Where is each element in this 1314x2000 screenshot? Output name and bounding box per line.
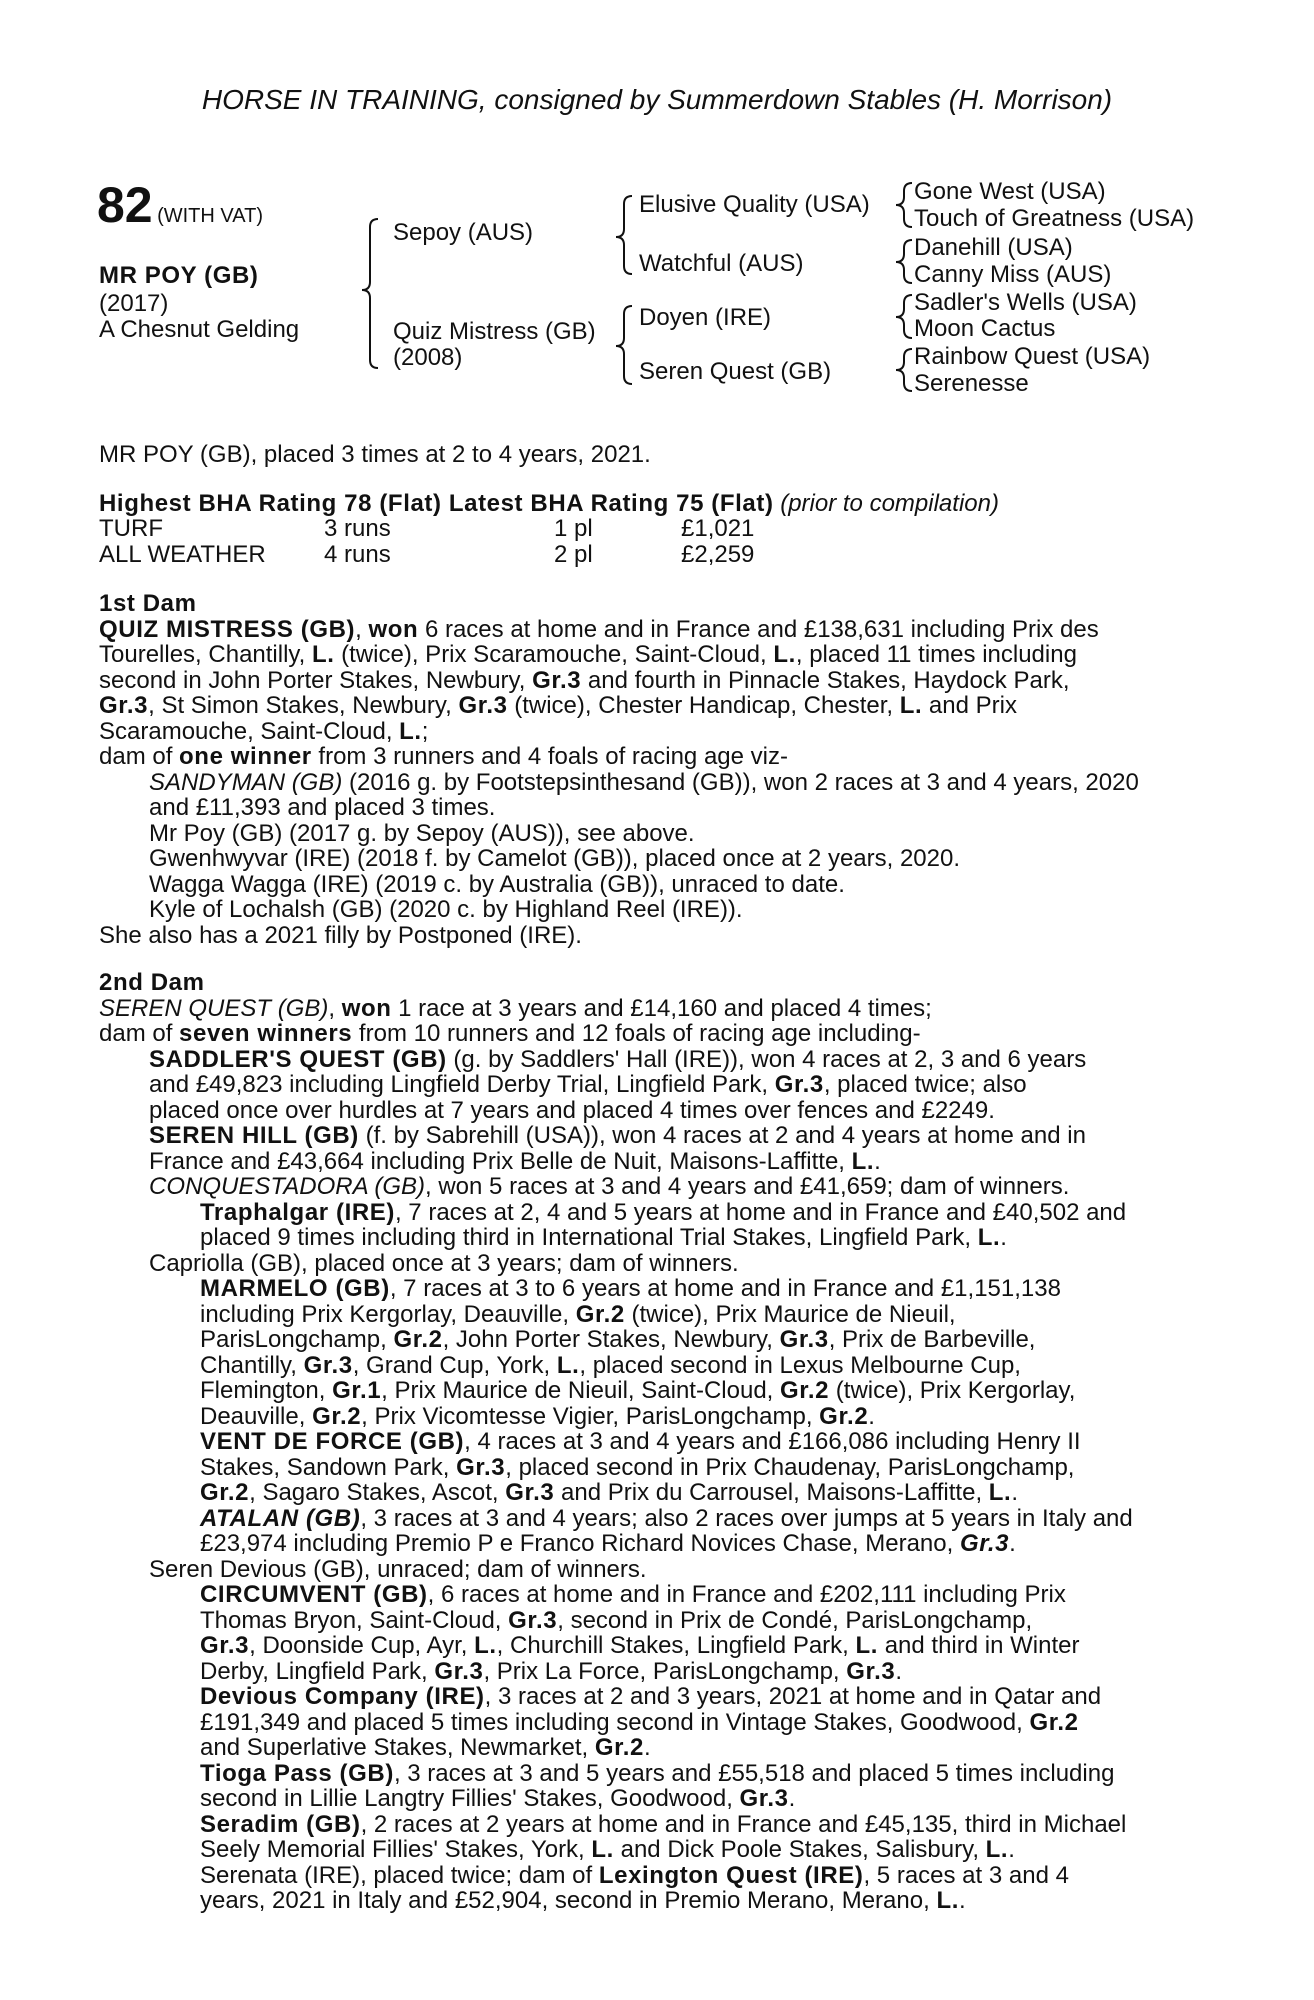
pedigree-dam-year: (2008): [393, 344, 463, 371]
group-mark: Gr.3: [532, 666, 582, 694]
first-dam-produce-intro: [99, 744, 1203, 770]
text: , Churchill Stakes, Lingfield Park,: [496, 1632, 856, 1659]
text: , 3 races at 3 and 4 years; also 2 races over jumps at 5 years in Italy and: [360, 1504, 1133, 1532]
group-mark: Gr.3: [200, 1632, 250, 1659]
produce-atalan: [99, 1506, 1203, 1557]
text: , Sagaro Stakes, Ascot,: [249, 1479, 506, 1506]
produce-serenata: [99, 1863, 1203, 1914]
group-mark: Gr.3: [508, 1606, 558, 1634]
text: .: [1009, 1530, 1016, 1557]
text: from 3 runners and 4 foals of racing age viz-: [311, 743, 788, 770]
text: (g. by Saddlers' Hall (IRE)), won 4 races at 2, 3 and 6 years: [446, 1045, 1087, 1073]
text: ;: [421, 717, 429, 745]
form-surface: TURF: [99, 515, 163, 542]
produce-sandyman: [99, 770, 1203, 821]
listed-mark: L.: [936, 1887, 959, 1914]
group-mark: Gr.3: [458, 692, 508, 719]
form-earned: £2,259: [681, 541, 755, 568]
second-dam-record: SEREN QUEST (GB), won 1 race at 3 years and £14,160 and placed 4 times;: [99, 994, 932, 1022]
group-mark: Gr.3: [774, 1071, 824, 1098]
produce-name: CONQUESTADORA (GB): [149, 1173, 426, 1200]
g-bracket-3: [896, 295, 912, 338]
text: , 3 races at 2 and 3 years, 2021 at home and in Qatar and: [484, 1683, 1102, 1710]
produce-seren-hill: [99, 1123, 1203, 1174]
group-mark: Gr.3: [846, 1657, 896, 1685]
text: (twice), Prix Scaramouche, Saint-Cloud,: [334, 641, 774, 668]
form-runs: 4 runs: [324, 541, 391, 568]
text: second in John Porter Stakes, Newbury,: [99, 666, 533, 694]
text: 1 race at 3 years and £14,160 and placed 4 times;: [391, 994, 932, 1022]
bha-rating: [99, 490, 999, 518]
text: , 2 races at 2 years at home and in France and £45,135, third in Michael: [360, 1810, 1127, 1838]
text: dam of: [99, 743, 180, 770]
first-dam-record: QUIZ MISTRESS (GB), won 6 races at home and in France and £138,631 including Prix des Tourelles, Chantilly, L. (twice), Prix Scaramouche, Saint-Cloud, L., placed 11 times including second in John Porter Stakes, Newbury, Gr.3 and fourth in Pinnacle Stakes, Haydock Park, Gr.3, St Simon Stakes, Newbury, Gr.3 (twice), Chester Handicap, Chester, L. and Prix Scaramouche, Saint-Cloud, L.;: [99, 615, 1099, 745]
text: including Prix Kergorlay, Deauville,: [200, 1300, 576, 1328]
pedigree-g8: Serenesse: [914, 370, 1029, 397]
horse-description: A Chesnut Gelding: [99, 316, 300, 343]
pedigree-sire-dam: Watchful (AUS): [639, 250, 804, 277]
text: second in Lillie Langtry Fillies' Stakes, Goodwood,: [200, 1785, 740, 1812]
text: placed once over hurdles at 7 years and placed 4 times over fences and £2249.: [149, 1096, 995, 1124]
winners-count: one winner: [179, 743, 312, 770]
text: , 6 races at home and in France and £202,111 including Prix: [427, 1581, 1066, 1608]
text: ParisLongchamp,: [200, 1326, 394, 1353]
form-row-all-weather: [99, 541, 799, 567]
text: years, 2021 in Italy and £52,904, second in Premio Merano, Merano,: [200, 1887, 937, 1914]
form-placed: 2 pl: [554, 541, 593, 568]
produce-name: Tioga Pass (GB): [200, 1759, 394, 1787]
text: , John Porter Stakes, Newbury,: [442, 1326, 780, 1353]
text: , second in Prix de Condé, ParisLongchamp,: [557, 1606, 1033, 1634]
group-mark: Gr.3: [739, 1785, 789, 1812]
second-dam-heading: 2nd Dam: [99, 969, 205, 996]
form-earned: £1,021: [681, 515, 755, 542]
pedigree-dam: Quiz Mistress (GB): [393, 318, 596, 345]
text: (twice), Prix Maurice de Nieuil,: [624, 1300, 956, 1328]
form-row-turf: [99, 515, 799, 541]
produce-capriolla: Capriolla (GB), placed once at 3 years; dam of winners.: [149, 1249, 739, 1277]
sire-dam-bracket: [362, 219, 378, 368]
second-dam-produce-intro: [99, 1021, 1203, 1047]
text: , Prix Vicomtesse Vigier, ParisLongchamp,: [361, 1402, 820, 1430]
text: , 5 races at 3 and 4: [863, 1861, 1069, 1889]
text: .: [868, 1402, 875, 1430]
group-mark: Gr.3: [303, 1351, 353, 1379]
rating-text: Highest BHA Rating 78 (Flat) Latest BHA Rating 75 (Flat): [99, 490, 774, 517]
text: , Prix La Force, ParisLongchamp,: [483, 1657, 847, 1685]
listed-mark: L.: [556, 1351, 580, 1379]
text: (twice), Prix Kergorlay,: [829, 1377, 1076, 1404]
text: 6 races at home and in France and £138,631 including Prix des: [418, 615, 1099, 643]
g-bracket-2: [896, 240, 912, 283]
text: Thomas Bryon, Saint-Cloud,: [200, 1606, 509, 1634]
pedigree-g5: Sadler's Wells (USA): [914, 289, 1137, 316]
produce-marmelo: [99, 1276, 1203, 1429]
pedigree-dam-dam: Seren Quest (GB): [639, 358, 832, 385]
text: , placed twice; also: [823, 1071, 1027, 1098]
text: and fourth in Pinnacle Stakes, Haydock Park,: [581, 666, 1070, 694]
listed-mark: L.: [773, 641, 796, 668]
text: and Prix: [922, 692, 1017, 719]
produce-name: Traphalgar (IRE): [200, 1198, 395, 1226]
pedigree-g6: Moon Cactus: [914, 315, 1056, 342]
pedigree-g4: Canny Miss (AUS): [914, 261, 1112, 288]
produce-tioga-pass: [99, 1761, 1203, 1812]
text: and Superlative Stakes, Newmarket,: [200, 1734, 595, 1761]
text: , 4 races at 3 and 4 years and £166,086 including Henry II: [464, 1428, 1081, 1455]
group-mark: Gr.2: [393, 1326, 443, 1353]
listed-mark: L.: [311, 641, 335, 668]
text: .: [895, 1657, 903, 1685]
text: and £49,823 including Lingfield Derby Trial, Lingfield Park,: [149, 1071, 775, 1098]
text: .: [1008, 1836, 1015, 1863]
text: and £11,393 and placed 3 times.: [149, 794, 496, 821]
text: and Prix du Carrousel, Maisons-Laffitte,: [554, 1479, 989, 1506]
group-mark: Gr.2: [312, 1402, 362, 1430]
text: , St Simon Stakes, Newbury,: [148, 692, 459, 719]
pedigree-g3: Danehill (USA): [914, 234, 1073, 261]
pedigree-g1: Gone West (USA): [914, 178, 1106, 205]
vat-label: (WITH VAT): [157, 205, 263, 227]
text: .: [788, 1785, 796, 1812]
listed-mark: L.: [399, 717, 422, 745]
group-mark: Gr.2: [819, 1402, 869, 1430]
produce-2021-filly: She also has a 2021 filly by Postponed (IRE).: [99, 921, 582, 949]
listed-mark: L.: [988, 1479, 1012, 1506]
produce-seren-devious: Seren Devious (GB), unraced; dam of winners.: [149, 1555, 647, 1583]
group-mark: Gr.3: [99, 692, 149, 719]
produce-conquestadora: [99, 1174, 1203, 1200]
listed-mark: L.: [591, 1836, 614, 1863]
group-mark: Gr.2: [594, 1734, 644, 1761]
second-dam-section: [99, 970, 1203, 1914]
produce-name: SADDLER'S QUEST (GB): [149, 1045, 447, 1073]
text: (2016 g. by Footstepsinthesand (GB)), won 2 races at 3 and 4 years, 2020: [342, 768, 1139, 796]
text: Serenata (IRE), placed twice; dam of: [200, 1861, 599, 1889]
group-mark: Gr.3: [505, 1479, 555, 1506]
first-dam-heading: 1st Dam: [99, 590, 197, 617]
produce-saddlers-quest: [99, 1047, 1203, 1124]
text: .: [874, 1147, 881, 1175]
horse-year: (2017): [99, 290, 169, 317]
text: , Doonside Cup, Ayr,: [249, 1632, 475, 1659]
text: , placed second in Prix Chaudenay, ParisLongchamp,: [505, 1453, 1075, 1481]
text: (twice), Chester Handicap, Chester,: [507, 692, 900, 719]
listed-mark: L.: [474, 1632, 497, 1659]
listed-mark: L.: [851, 1147, 875, 1175]
produce-name: CIRCUMVENT (GB): [200, 1581, 428, 1608]
pedigree-sire-sire: Elusive Quality (USA): [639, 191, 870, 218]
text: .: [1000, 1224, 1007, 1251]
produce-name: SEREN HILL (GB): [149, 1122, 359, 1149]
race-summary: MR POY (GB), placed 3 times at 2 to 4 years, 2021.: [99, 441, 651, 468]
produce-mr-poy: Mr Poy (GB) (2017 g. by Sepoy (AUS)), see above.: [149, 819, 695, 847]
text: Derby, Lingfield Park,: [200, 1657, 435, 1685]
produce-wagga-wagga: Wagga Wagga (IRE) (2019 c. by Australia (GB)), unraced to date.: [149, 870, 845, 898]
text: , 7 races at 2, 4 and 5 years at home and in France and £40,502 and: [394, 1198, 1127, 1226]
sire-bracket: [616, 196, 632, 274]
produce-name: ATALAN (GB): [200, 1504, 361, 1532]
text: Seely Memorial Fillies' Stakes, York,: [200, 1836, 592, 1863]
lot-number: 82: [97, 177, 153, 233]
produce-traphalgar: [99, 1200, 1203, 1251]
pedigree-sire: Sepoy (AUS): [393, 219, 534, 246]
group-mark: Gr.2: [200, 1479, 250, 1506]
group-mark: Gr.3: [434, 1657, 484, 1685]
group-mark: Gr.3: [779, 1326, 829, 1353]
page-header: HORSE IN TRAINING, consigned by Summerdown Stables (H. Morrison): [201, 84, 1113, 115]
text: .: [643, 1734, 651, 1761]
won-label: won: [368, 615, 419, 643]
won-label: won: [341, 994, 392, 1022]
listed-mark: L.: [899, 692, 923, 719]
dam-name: QUIZ MISTRESS (GB): [99, 615, 356, 643]
group-mark: Gr.2: [1029, 1708, 1079, 1736]
pedigree-g7: Rainbow Quest (USA): [914, 343, 1151, 370]
listed-mark: L.: [855, 1632, 879, 1659]
text: Stakes, Sandown Park,: [200, 1453, 457, 1481]
text: , 3 races at 3 and 5 years and £55,518 and placed 5 times including: [393, 1759, 1115, 1787]
text: Chantilly,: [200, 1351, 304, 1379]
group-mark: Gr.1: [332, 1377, 382, 1404]
text: , Grand Cup, York,: [352, 1351, 557, 1379]
g-bracket-4: [896, 349, 912, 391]
g-bracket-1: [896, 183, 912, 227]
text: placed 9 times including third in International Trial Stakes, Lingfield Park,: [200, 1224, 978, 1251]
first-dam-section: [99, 591, 1203, 948]
text: , Prix Maurice de Nieuil, Saint-Cloud,: [381, 1377, 780, 1404]
text: (f. by Sabrehill (USA)), won 4 races at 2 and 4 years at home and in: [358, 1122, 1086, 1149]
produce-gwenhwyvar: Gwenhwyvar (IRE) (2018 f. by Camelot (GB)), placed once at 2 years, 2020.: [149, 845, 961, 872]
group-mark: Gr.2: [575, 1300, 625, 1328]
listed-mark: L.: [977, 1224, 1001, 1251]
rating-note: (prior to compilation): [780, 490, 999, 517]
group-mark: Gr.2: [780, 1377, 830, 1404]
form-surface: ALL WEATHER: [99, 541, 266, 568]
text: Flemington,: [200, 1377, 333, 1404]
winners-count: seven winners: [179, 1020, 353, 1047]
listed-mark: L.: [985, 1836, 1009, 1863]
produce-name: MARMELO (GB): [200, 1275, 390, 1302]
produce-name: Seradim (GB): [200, 1810, 361, 1838]
text: , 7 races at 3 to 6 years at home and in France and £1,151,138: [389, 1275, 1061, 1302]
produce-devious-company: [99, 1684, 1203, 1761]
text: .: [1011, 1479, 1018, 1506]
produce-circumvent: [99, 1582, 1203, 1684]
produce-kyle-of-lochalsh: Kyle of Lochalsh (GB) (2020 c. by Highland Reel (IRE)).: [149, 896, 743, 923]
dam-name: SEREN QUEST (GB): [99, 994, 329, 1022]
text: £191,349 and placed 5 times including second in Vintage Stakes, Goodwood,: [200, 1708, 1030, 1736]
text: , placed 11 times including: [795, 641, 1077, 668]
produce-name: SANDYMAN (GB): [149, 768, 343, 796]
text: and Dick Poole Stakes, Salisbury,: [613, 1836, 986, 1863]
text: , won 5 races at 3 and 4 years and £41,659; dam of winners.: [425, 1173, 1070, 1200]
horse-name: MR POY (GB): [99, 262, 259, 289]
text: .: [958, 1887, 966, 1914]
text: Deauville,: [200, 1402, 313, 1430]
text: from 10 runners and 12 foals of racing age including-: [352, 1020, 921, 1047]
text: £23,974 including Premio P e Franco Richard Novices Chase, Merano,: [200, 1530, 960, 1557]
produce-name: Devious Company (IRE): [200, 1683, 485, 1710]
text: France and £43,664 including Prix Belle de Nuit, Maisons-Laffitte,: [149, 1147, 852, 1175]
pedigree-g2: Touch of Greatness (USA): [914, 205, 1195, 232]
dam-bracket: [616, 306, 632, 384]
text: , Prix de Barbeville,: [828, 1326, 1036, 1353]
produce-name: VENT DE FORCE (GB): [200, 1428, 465, 1455]
produce-seradim: [99, 1812, 1203, 1863]
text: and third in Winter: [878, 1632, 1080, 1659]
form-placed: 1 pl: [554, 515, 593, 542]
produce-vent-de-force: [99, 1429, 1203, 1506]
group-mark: Gr.3: [959, 1530, 1010, 1557]
text: Scaramouche, Saint-Cloud,: [99, 717, 400, 745]
text: Tourelles, Chantilly,: [99, 641, 312, 668]
group-mark: Gr.3: [456, 1453, 506, 1481]
produce-name: Lexington Quest (IRE): [598, 1861, 864, 1889]
pedigree-dam-sire: Doyen (IRE): [639, 304, 772, 331]
form-runs: 3 runs: [324, 515, 391, 542]
text: dam of: [99, 1020, 180, 1047]
text: , placed second in Lexus Melbourne Cup,: [579, 1351, 1021, 1379]
